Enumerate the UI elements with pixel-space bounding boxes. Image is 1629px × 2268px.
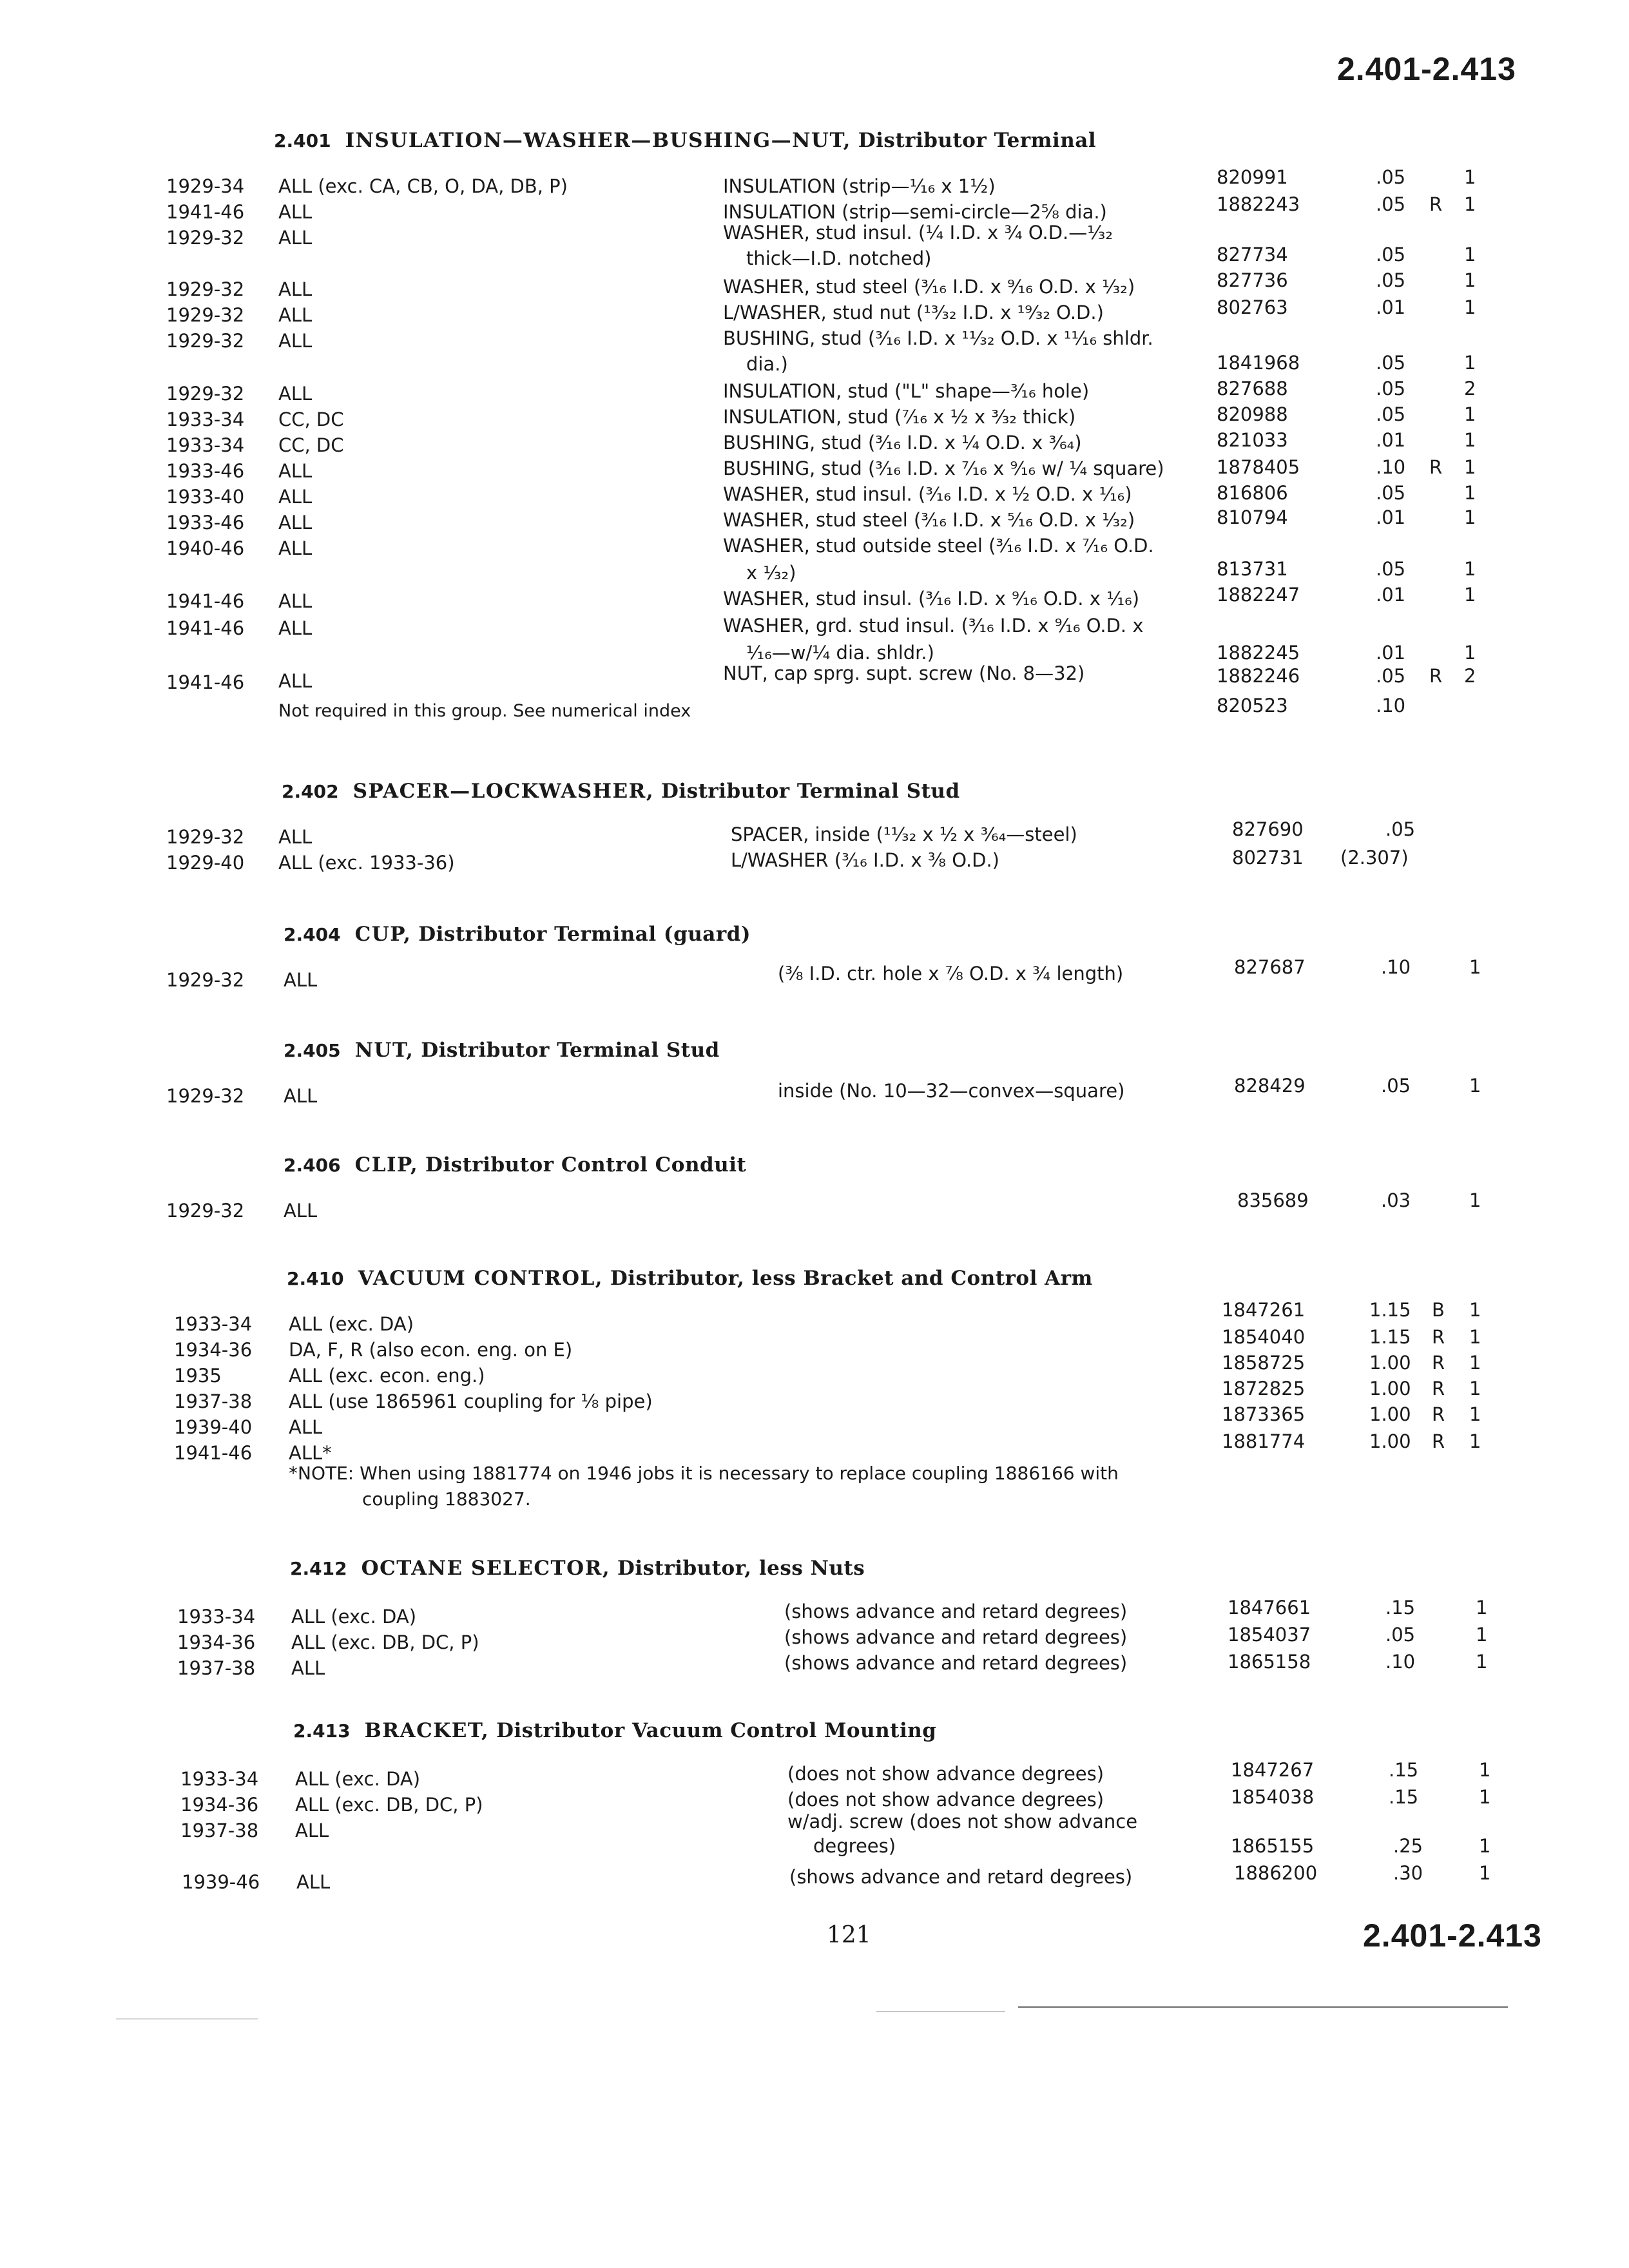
years-cell: 1934-36 (177, 1631, 256, 1653)
years-cell: 1939-46 (182, 1871, 260, 1893)
part-number-cell: 816806 (1217, 482, 1288, 504)
part-number-cell: 1841968 (1217, 352, 1300, 374)
footnote-text: Not required in this group. See numerical index (278, 701, 691, 721)
price-cell: .05 (1376, 378, 1406, 399)
years-cell: 1929-32 (166, 330, 245, 352)
years-cell: 1933-34 (180, 1768, 259, 1790)
section-heading-2404 (284, 923, 751, 946)
years-cell: 1941-46 (166, 201, 245, 223)
description-cell: (does not show advance degrees) (787, 1763, 1104, 1785)
models-cell: ALL (278, 383, 313, 405)
section-heading-2405 (284, 1039, 720, 1062)
years-cell: 1937-38 (180, 1820, 259, 1841)
years-cell: 1933-34 (166, 434, 245, 456)
models-cell: ALL (278, 330, 313, 352)
description-cell: inside (No. 10—32—convex—square) (778, 1080, 1125, 1102)
flag-cell: R (1432, 1352, 1445, 1374)
quantity-cell: 1 (1469, 1299, 1481, 1321)
quantity-cell: 1 (1464, 244, 1476, 265)
section-title: OCTANE SELECTOR, (361, 1557, 611, 1580)
years-cell: 1941-46 (166, 671, 245, 693)
models-cell: ALL (exc. CA, CB, O, DA, DB, P) (278, 175, 568, 197)
description-cell: BUSHING, stud (³⁄₁₆ I.D. x ¹¹⁄₃₂ O.D. x ¹¹⁄₁₆ shldr. (723, 327, 1153, 349)
years-cell: 1929-32 (166, 227, 245, 249)
section-heading-2413 (293, 1719, 936, 1742)
price-cell: 1.15 (1369, 1299, 1411, 1321)
flag-cell: B (1432, 1299, 1445, 1321)
description-cell: (shows advance and retard degrees) (784, 1600, 1128, 1622)
part-number-cell: 820988 (1217, 403, 1288, 425)
price-cell: 1.00 (1369, 1352, 1411, 1374)
price-cell: 1.00 (1369, 1430, 1411, 1452)
quantity-cell: 1 (1479, 1835, 1491, 1857)
section-number: 2.410 (287, 1268, 344, 1289)
quantity-cell: 1 (1464, 296, 1476, 318)
quantity-cell: 1 (1464, 403, 1476, 425)
section-heading-2412 (290, 1557, 865, 1580)
quantity-cell: 1 (1469, 1378, 1481, 1399)
part-number-cell: 1886200 (1234, 1862, 1318, 1884)
years-cell: 1933-46 (166, 460, 245, 482)
price-cell: .03 (1381, 1189, 1411, 1211)
price-cell: .30 (1393, 1862, 1423, 1884)
section-heading-2406 (284, 1153, 746, 1177)
part-number-cell: 1872825 (1222, 1378, 1306, 1399)
section-subtitle: Distributor, less Bracket and Control Arm (610, 1267, 1093, 1290)
models-cell: ALL (278, 512, 313, 533)
part-number-cell: 1865155 (1231, 1835, 1315, 1857)
part-number-cell: 821033 (1217, 429, 1288, 451)
description-cell: SPACER, inside (¹¹⁄₃₂ x ½ x ³⁄₆₄—steel) (731, 823, 1077, 845)
section-title: SPACER—LOCKWASHER, (352, 780, 655, 803)
quantity-cell: 1 (1464, 482, 1476, 504)
years-cell: 1934-36 (180, 1794, 259, 1816)
quantity-cell: 1 (1469, 1326, 1481, 1348)
models-cell: ALL (278, 201, 313, 223)
quantity-cell: 1 (1469, 1352, 1481, 1374)
flag-cell: R (1432, 1430, 1445, 1452)
quantity-cell: 1 (1479, 1786, 1491, 1808)
section-heading-2402 (282, 780, 960, 803)
years-cell: 1929-32 (166, 1200, 245, 1222)
price-cell: .05 (1385, 818, 1416, 840)
price-cell: 1.00 (1369, 1403, 1411, 1425)
description-cont-cell: dia.) (746, 353, 788, 375)
section-number: 2.404 (284, 924, 341, 945)
quantity-cell: 1 (1464, 558, 1476, 580)
price-cell: .01 (1376, 642, 1406, 664)
price-cell: .01 (1376, 429, 1406, 451)
description-cell: WASHER, stud insul. (³⁄₁₆ I.D. x ½ O.D. x ¹⁄₁₆) (723, 483, 1132, 505)
years-cell: 1937-38 (174, 1390, 253, 1412)
scan-edge-line (1018, 2006, 1508, 2008)
description-cell: INSULATION, stud ("L" shape—³⁄₁₆ hole) (723, 380, 1090, 402)
quantity-cell: 2 (1464, 378, 1476, 399)
part-number-cell: 1882245 (1217, 642, 1300, 664)
section-number: 2.406 (284, 1155, 341, 1176)
quantity-cell: 1 (1464, 193, 1476, 215)
part-number-cell: 1882243 (1217, 193, 1300, 215)
description-cont-cell: x ¹⁄₃₂) (746, 562, 796, 584)
part-number-cell: 1858725 (1222, 1352, 1306, 1374)
flag-cell: R (1432, 1378, 1445, 1399)
flag-cell: R (1432, 1326, 1445, 1348)
note-line: *NOTE: When using 1881774 on 1946 jobs it is necessary to replace coupling 1886166 with (289, 1463, 1119, 1484)
section-number: 2.413 (293, 1720, 351, 1742)
years-cell: 1933-40 (166, 486, 245, 508)
part-number-cell: 1854040 (1222, 1326, 1306, 1348)
price-cell: .10 (1381, 956, 1411, 978)
years-cell: 1933-34 (177, 1606, 256, 1628)
part-number-cell: 1854038 (1231, 1786, 1315, 1808)
price-cell: .01 (1376, 296, 1406, 318)
price-cell: .10 (1385, 1651, 1416, 1673)
price-cell: 1.00 (1369, 1378, 1411, 1399)
page-number: 121 (827, 1922, 871, 1948)
part-number-cell: 1847661 (1228, 1597, 1311, 1619)
description-cell: INSULATION (strip—¹⁄₁₆ x 1½) (723, 175, 996, 197)
description-cell: L/WASHER, stud nut (¹³⁄₃₂ I.D. x ¹⁹⁄₃₂ O.D.) (723, 302, 1104, 323)
part-number-cell: 1881774 (1222, 1430, 1306, 1452)
section-heading-2401 (274, 129, 1096, 152)
description-cont-cell: degrees) (813, 1835, 896, 1857)
description-cell: NUT, cap sprg. supt. screw (No. 8—32) (723, 662, 1085, 684)
quantity-cell: 1 (1464, 456, 1476, 478)
section-subtitle: Distributor Terminal (guard) (418, 923, 751, 946)
years-cell: 1929-34 (166, 175, 245, 197)
part-number-cell: 827687 (1234, 956, 1306, 978)
part-number-cell: 827688 (1217, 378, 1288, 399)
description-cell: WASHER, stud insul. (¼ I.D. x ¾ O.D.—¹⁄₃₂ (723, 222, 1113, 244)
flag-cell: R (1429, 665, 1443, 687)
section-heading-2410 (287, 1267, 1093, 1290)
description-cell: (⅜ I.D. ctr. hole x ⅞ O.D. x ¾ length) (778, 963, 1124, 985)
quantity-cell: 1 (1464, 506, 1476, 528)
description-cont-cell: thick—I.D. notched) (746, 247, 932, 269)
quantity-cell: 1 (1464, 352, 1476, 374)
part-number-cell: 827690 (1232, 818, 1304, 840)
years-cell: 1929-32 (166, 383, 245, 405)
quantity-cell: 1 (1476, 1624, 1488, 1646)
models-cell: ALL (exc. DA) (295, 1768, 421, 1790)
quantity-cell: 1 (1469, 1430, 1481, 1452)
part-number-cell: 835689 (1237, 1189, 1309, 1211)
models-cell: ALL (exc. 1933-36) (278, 852, 455, 874)
models-cell: ALL (use 1865961 coupling for ⅛ pipe) (289, 1390, 653, 1412)
description-cell: BUSHING, stud (³⁄₁₆ I.D. x ¼ O.D. x ³⁄₆₄) (723, 432, 1082, 454)
models-cell: ALL (278, 537, 313, 559)
price-cell: (2.307) (1340, 847, 1409, 869)
quantity-cell: 1 (1476, 1597, 1488, 1619)
section-subtitle: Distributor Vacuum Control Mounting (496, 1719, 937, 1742)
part-number-cell: 810794 (1217, 506, 1288, 528)
note-line: coupling 1883027. (362, 1488, 531, 1510)
part-number-cell: 1847267 (1231, 1759, 1315, 1781)
years-cell: 1937-38 (177, 1657, 256, 1679)
quantity-cell: 1 (1469, 1075, 1481, 1097)
section-number: 2.402 (282, 781, 339, 802)
models-cell: ALL (exc. DB, DC, P) (295, 1794, 483, 1816)
models-cell: ALL* (289, 1442, 332, 1464)
models-cell: ALL (296, 1871, 331, 1893)
years-cell: 1940-46 (166, 537, 245, 559)
price-cell: .05 (1376, 352, 1406, 374)
years-cell: 1935 (174, 1365, 222, 1387)
quantity-cell: 1 (1469, 1189, 1481, 1211)
description-cell: WASHER, stud insul. (³⁄₁₆ I.D. x ⁹⁄₁₆ O.D. x ¹⁄₁₆) (723, 588, 1140, 610)
section-title: NUT, (354, 1039, 414, 1062)
part-number-cell: 813731 (1217, 558, 1288, 580)
section-title: CUP, (354, 923, 412, 946)
price-cell: .10 (1376, 456, 1406, 478)
section-subtitle: Distributor, less Nuts (617, 1557, 865, 1580)
description-cell: w/adj. screw (does not show advance (787, 1811, 1138, 1832)
years-cell: 1929-32 (166, 1085, 245, 1107)
quantity-cell: 1 (1464, 642, 1476, 664)
section-title: BRACKET, (364, 1719, 490, 1742)
description-cell: WASHER, stud steel (³⁄₁₆ I.D. x ⁹⁄₁₆ O.D. x ¹⁄₃₂) (723, 276, 1135, 298)
section-subtitle: Distributor Terminal Stud (421, 1039, 720, 1062)
models-cell: ALL (exc. DA) (289, 1313, 414, 1335)
price-cell: .10 (1376, 695, 1406, 716)
models-cell: ALL (284, 969, 318, 991)
models-cell: CC, DC (278, 408, 344, 430)
years-cell: 1929-32 (166, 304, 245, 326)
quantity-cell: 1 (1464, 584, 1476, 606)
price-cell: .05 (1381, 1075, 1411, 1097)
price-cell: .05 (1376, 166, 1406, 188)
models-cell: ALL (278, 670, 313, 692)
models-cell: ALL (exc. DB, DC, P) (291, 1631, 479, 1653)
section-number: 2.412 (290, 1558, 347, 1579)
part-number-cell: 1865158 (1228, 1651, 1311, 1673)
quantity-cell: 1 (1469, 956, 1481, 978)
price-cell: .05 (1376, 269, 1406, 291)
models-cell: ALL (278, 590, 313, 612)
section-title: CLIP, (354, 1153, 419, 1177)
flag-cell: R (1429, 456, 1443, 478)
section-subtitle: Distributor Terminal Stud (661, 780, 960, 803)
models-cell: ALL (278, 304, 313, 326)
years-cell: 1933-34 (174, 1313, 253, 1335)
flag-cell: R (1429, 193, 1443, 215)
quantity-cell: 1 (1464, 269, 1476, 291)
models-cell: DA, F, R (also econ. eng. on E) (289, 1339, 573, 1361)
models-cell: ALL (278, 278, 313, 300)
years-cell: 1941-46 (166, 590, 245, 612)
years-cell: 1939-40 (174, 1416, 253, 1438)
years-cell: 1941-46 (166, 617, 245, 639)
description-cell: (does not show advance degrees) (787, 1789, 1104, 1811)
price-cell: 1.15 (1369, 1326, 1411, 1348)
models-cell: ALL (exc. DA) (291, 1606, 417, 1628)
section-title: INSULATION—WASHER—BUSHING—NUT, (345, 129, 851, 152)
description-cell: WASHER, stud outside steel (³⁄₁₆ I.D. x ⁷⁄₁₆ O.D. (723, 535, 1154, 557)
quantity-cell: 1 (1464, 429, 1476, 451)
section-subtitle: Distributor Control Conduit (425, 1153, 747, 1177)
years-cell: 1929-32 (166, 826, 245, 848)
part-number-cell: 820991 (1217, 166, 1288, 188)
part-number-cell: 1873365 (1222, 1403, 1306, 1425)
years-cell: 1934-36 (174, 1339, 253, 1361)
years-cell: 1933-46 (166, 512, 245, 533)
description-cell: WASHER, grd. stud insul. (³⁄₁₆ I.D. x ⁹⁄₁₆ O.D. x (723, 615, 1144, 637)
price-cell: .15 (1385, 1597, 1416, 1619)
part-number-cell: 820523 (1217, 695, 1288, 716)
price-cell: .01 (1376, 506, 1406, 528)
description-cell: (shows advance and retard degrees) (784, 1652, 1128, 1674)
page-range-bottom: 2.401-2.413 (1363, 1917, 1542, 1954)
description-cell: INSULATION (strip—semi-circle—2⅝ dia.) (723, 201, 1107, 223)
quantity-cell: 1 (1479, 1862, 1491, 1884)
years-cell: 1929-32 (166, 278, 245, 300)
price-cell: .05 (1376, 482, 1406, 504)
page-range-top: 2.401-2.413 (1337, 51, 1516, 87)
years-cell: 1929-40 (166, 852, 245, 874)
part-number-cell: 1882247 (1217, 584, 1300, 606)
models-cell: ALL (278, 460, 313, 482)
quantity-cell: 1 (1469, 1403, 1481, 1425)
description-cell: INSULATION, stud (⁷⁄₁₆ x ½ x ³⁄₃₂ thick) (723, 406, 1076, 428)
price-cell: .15 (1389, 1759, 1419, 1781)
description-cont-cell: ¹⁄₁₆—w/¼ dia. shldr.) (746, 642, 934, 664)
flag-cell: R (1432, 1403, 1445, 1425)
models-cell: ALL (291, 1657, 325, 1679)
part-number-cell: 1854037 (1228, 1624, 1311, 1646)
models-cell: ALL (284, 1085, 318, 1107)
models-cell: CC, DC (278, 434, 344, 456)
price-cell: .05 (1376, 665, 1406, 687)
quantity-cell: 1 (1476, 1651, 1488, 1673)
part-number-cell: 1847261 (1222, 1299, 1306, 1321)
models-cell: ALL (278, 227, 313, 249)
part-number-cell: 1878405 (1217, 456, 1300, 478)
section-number: 2.401 (274, 130, 331, 151)
section-title: VACUUM CONTROL, (358, 1267, 604, 1290)
quantity-cell: 1 (1464, 166, 1476, 188)
price-cell: .25 (1393, 1835, 1423, 1857)
models-cell: ALL (278, 486, 313, 508)
part-number-cell: 827734 (1217, 244, 1288, 265)
price-cell: .05 (1385, 1624, 1416, 1646)
part-number-cell: 828429 (1234, 1075, 1306, 1097)
models-cell: ALL (278, 617, 313, 639)
description-cell: (shows advance and retard degrees) (784, 1626, 1128, 1648)
part-number-cell: 1882246 (1217, 665, 1300, 687)
models-cell: ALL (278, 826, 313, 848)
price-cell: .05 (1376, 193, 1406, 215)
part-number-cell: 827736 (1217, 269, 1288, 291)
quantity-cell: 1 (1479, 1759, 1491, 1781)
description-cell: BUSHING, stud (³⁄₁₆ I.D. x ⁷⁄₁₆ x ⁹⁄₁₆ w/ ¼ square) (723, 457, 1164, 479)
price-cell: .01 (1376, 584, 1406, 606)
years-cell: 1941-46 (174, 1442, 253, 1464)
section-subtitle: Distributor Terminal (858, 129, 1097, 152)
part-number-cell: 802763 (1217, 296, 1288, 318)
models-cell: ALL (289, 1416, 323, 1438)
price-cell: .15 (1389, 1786, 1419, 1808)
part-number-cell: 802731 (1232, 847, 1304, 869)
quantity-cell: 2 (1464, 665, 1476, 687)
description-cell: (shows advance and retard degrees) (789, 1866, 1133, 1888)
price-cell: .05 (1376, 244, 1406, 265)
description-cell: L/WASHER (³⁄₁₆ I.D. x ⅜ O.D.) (731, 849, 999, 871)
models-cell: ALL (exc. econ. eng.) (289, 1365, 485, 1387)
models-cell: ALL (295, 1820, 329, 1841)
description-cell: WASHER, stud steel (³⁄₁₆ I.D. x ⁵⁄₁₆ O.D. x ¹⁄₃₂) (723, 509, 1135, 531)
years-cell: 1929-32 (166, 969, 245, 991)
years-cell: 1933-34 (166, 408, 245, 430)
price-cell: .05 (1376, 403, 1406, 425)
section-number: 2.405 (284, 1040, 341, 1061)
price-cell: .05 (1376, 558, 1406, 580)
models-cell: ALL (284, 1200, 318, 1222)
